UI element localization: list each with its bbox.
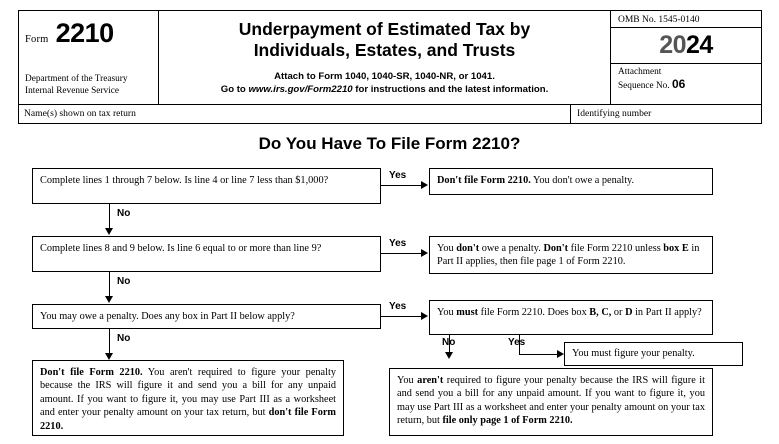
form-word-label: Form [25,34,49,45]
label-q2-yes: Yes [389,238,407,249]
answer-2-bold-1: don't [456,243,480,254]
attachment-sequence-number: 06 [671,76,686,91]
arrow-a3-yes-horizontal [519,354,557,355]
identifying-number-field-label[interactable]: Identifying number [577,108,652,119]
label-q1-yes: Yes [389,170,407,181]
answer-3-bold-3: D [625,307,633,318]
answer-box-3 [429,300,713,335]
tax-year [659,31,713,59]
arrowhead-q2-no [105,296,113,303]
form-title-line-1: Underpayment of Estimated Tax by [238,19,531,39]
label-a3-yes: Yes [508,337,526,348]
arrowhead-a3-no [445,352,453,359]
goto-suffix: for instructions and the latest information. [355,84,549,95]
page-title: Do You Have To File Form 2210? [258,134,521,153]
name-field-label[interactable]: Name(s) shown on tax return [19,105,571,123]
label-q2-no: No [117,276,131,287]
final-right-bold-2: file only page 1 of Form 2210. [442,415,573,427]
final-left-bold-2: don't file Form 2210. [40,407,336,432]
final-answer-box-left [32,360,344,436]
arrow-q3-no [109,329,110,353]
tax-year-prefix: 20 [659,31,686,59]
label-q1-no: No [117,208,131,219]
arrowhead-q3-no [105,353,113,360]
arrow-q2-no [109,272,110,296]
answer-2-part-1: You [437,243,457,254]
answer-box-2 [429,236,713,274]
arrow-q1-no [109,204,110,228]
arrowhead-a3-yes [557,350,564,358]
department-line-1: Department of the Treasury [25,74,128,84]
answer-3-bold-1: must [456,307,479,318]
label-q3-yes: Yes [389,301,407,312]
attachment-sequence-block [611,64,761,92]
answer-4-text: You must figure your penalty. [572,348,695,359]
answer-2-bold-2: Don't [543,243,569,254]
answer-2-part-3: file Form 2210 unless [568,243,664,254]
answer-box-1 [429,168,713,195]
attach-instruction: Attach to Form 1040, 1040-SR, 1040-NR, or 1041. [274,71,495,82]
question-1-text: Complete lines 1 through 7 below. Is line 4 or line 7 less than $1,000? [40,175,329,186]
arrow-q1-yes [381,185,421,186]
label-a3-no: No [442,337,456,348]
form-number: 2210 [55,18,114,48]
arrow-q2-yes [381,253,421,254]
final-answer-box-right [389,368,713,436]
final-left-bold-1: Don't file Form 2210. [40,367,143,378]
department-line-2: Internal Revenue Service [25,85,119,96]
form-identity-line [19,11,158,47]
arrowhead-q1-no [105,228,113,235]
question-box-2 [32,236,381,272]
form-title-line-2: Individuals, Estates, and Trusts [253,40,516,60]
form-header [18,10,762,104]
question-2-text: Complete lines 8 and 9 below. Is line 6 equal to or more than line 9? [40,243,322,254]
answer-3-part-4: in Part II apply? [632,307,702,318]
goto-url[interactable]: www.irs.gov/Form2210 [248,84,353,95]
question-3-text: You may owe a penalty. Does any box in Part II below apply? [40,311,295,322]
answer-3-part-1: You [437,307,457,318]
tax-year-suffix: 24 [686,31,713,59]
final-right-bold-1: aren't [417,375,444,386]
answer-1-bold: Don't file Form 2210. [437,175,531,186]
answer-3-bold-2: B, C, [589,307,612,318]
attachment-sequence-line [618,76,761,93]
arrowhead-q1-yes [421,181,428,189]
omb-number: OMB No. 1545-0140 [611,11,761,28]
department-block [25,74,128,97]
answer-1-rest: You don't owe a penalty. [530,175,635,186]
header-form-identity [19,11,159,104]
answer-box-4 [564,342,743,366]
goto-instruction [159,83,610,96]
header-omb-block [611,11,761,104]
attachment-label: Attachment [618,67,662,77]
question-box-3 [32,304,381,329]
answer-2-bold-3: box E [663,243,689,254]
arrow-q3-yes [381,316,421,317]
label-q3-no: No [117,333,131,344]
taxpayer-identity-row [18,104,762,124]
question-box-1 [32,168,381,204]
header-title-block [159,11,611,104]
final-right-text-2: required to figure your penalty because the IRS will figure it and send you a bill for any unpaid amount. If you want to figure it, you may use Part III as a worksheet and enter your penalty amount on your tax return, but [397,375,705,427]
answer-3-part-2: file Form 2210. Does box [478,307,590,318]
final-left-text: You aren't required to figure your penalty because the IRS will figure it and send you a bill for any unpaid amount. If you want to figure it, you may use Part III as a worksheet and enter your penalty amount on your tax return, but [40,367,336,419]
arrowhead-q2-yes [421,249,428,257]
final-right-text-1: You [397,375,418,386]
goto-prefix: Go to [220,84,246,95]
attachment-sequence-label: Sequence No. [618,80,670,91]
answer-2-part-2: owe a penalty. [479,243,544,254]
answer-3-part-3: or [611,307,626,318]
tax-year-box [611,28,761,64]
arrowhead-q3-yes [421,312,428,320]
answer-2-part-4: in Part II applies, then file page 1 of Form 2210. [437,243,700,268]
